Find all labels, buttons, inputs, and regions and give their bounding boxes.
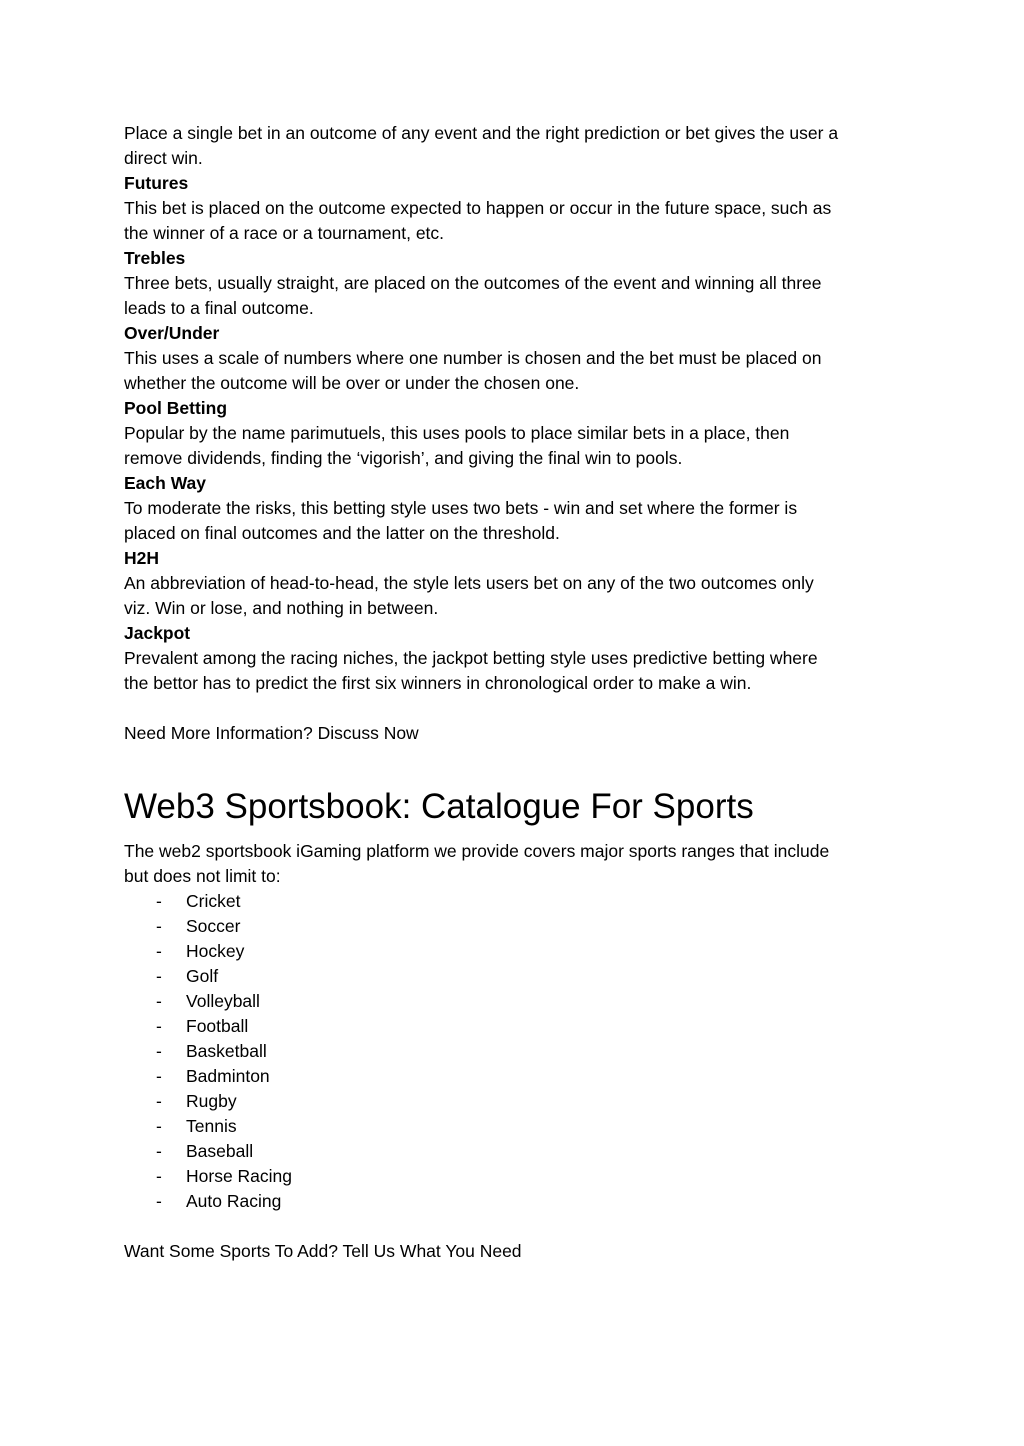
dash-bullet: - xyxy=(156,1016,162,1036)
list-item xyxy=(124,1089,904,1114)
list-item xyxy=(124,1189,904,1214)
jackpot-text-line: Prevalent among the racing niches, the jackpot betting style uses predictive betting where xyxy=(124,648,818,668)
list-item xyxy=(124,939,904,964)
sport-name: Soccer xyxy=(186,916,241,936)
h2h-text-line: viz. Win or lose, and nothing in between. xyxy=(124,598,439,618)
h2h-text-line: An abbreviation of head-to-head, the style lets users bet on any of the two outcomes only xyxy=(124,573,814,593)
catalogue-intro-line: The web2 sportsbook iGaming platform we provide covers major sports ranges that include xyxy=(124,841,830,861)
dash-bullet: - xyxy=(156,1166,162,1186)
list-item xyxy=(124,889,904,914)
sport-name: Cricket xyxy=(186,891,241,911)
pool-betting-text-line: remove dividends, finding the ‘vigorish’, and giving the final win to pools. xyxy=(124,448,683,468)
list-item xyxy=(124,914,904,939)
futures-text-line: This bet is placed on the outcome expected to happen or occur in the future space, such as xyxy=(124,198,832,218)
dash-bullet: - xyxy=(156,1066,162,1086)
each-way-text-line: placed on final outcomes and the latter on the threshold. xyxy=(124,523,560,543)
intro-text-line: direct win. xyxy=(124,148,203,168)
catalogue-heading: Web3 Sportsbook: Catalogue For Sports xyxy=(124,787,754,826)
dash-bullet: - xyxy=(156,1191,162,1211)
list-item xyxy=(124,1039,904,1064)
dash-bullet: - xyxy=(156,991,162,1011)
jackpot-text-line: the bettor has to predict the first six winners in chronological order to make a win. xyxy=(124,673,752,693)
dash-bullet: - xyxy=(156,1116,162,1136)
dash-bullet: - xyxy=(156,891,162,911)
trebles-text-line: leads to a final outcome. xyxy=(124,298,314,318)
discuss-now-cta[interactable]: Need More Information? Discuss Now xyxy=(124,723,419,743)
each-way-title: Each Way xyxy=(124,473,207,493)
over-under-text-line: This uses a scale of numbers where one number is chosen and the bet must be placed on xyxy=(124,348,822,368)
sport-name: Volleyball xyxy=(186,991,260,1011)
h2h-title: H2H xyxy=(124,548,160,568)
trebles-title: Trebles xyxy=(124,248,186,268)
futures-text-line: the winner of a race or a tournament, etc. xyxy=(124,223,445,243)
sport-name: Badminton xyxy=(186,1066,270,1086)
dash-bullet: - xyxy=(156,1141,162,1161)
pool-betting-title: Pool Betting xyxy=(124,398,228,418)
list-item xyxy=(124,1114,904,1139)
futures-title: Futures xyxy=(124,173,189,193)
dash-bullet: - xyxy=(156,1041,162,1061)
dash-bullet: - xyxy=(156,916,162,936)
sport-name: Basketball xyxy=(186,1041,267,1061)
sport-name: Horse Racing xyxy=(186,1166,293,1186)
sport-name: Golf xyxy=(186,966,219,986)
intro-text-line: Place a single bet in an outcome of any event and the right prediction or bet gives the user a xyxy=(124,123,839,143)
dash-bullet: - xyxy=(156,1091,162,1111)
paragraph-spacer xyxy=(124,696,904,721)
sports-list xyxy=(124,889,904,1214)
sport-name: Baseball xyxy=(186,1141,254,1161)
list-item xyxy=(124,1164,904,1189)
jackpot-title: Jackpot xyxy=(124,623,191,643)
dash-bullet: - xyxy=(156,966,162,986)
tell-us-cta[interactable]: Want Some Sports To Add? Tell Us What You Need xyxy=(124,1241,522,1261)
list-item xyxy=(124,1014,904,1039)
document-page xyxy=(124,121,904,1264)
each-way-text-line: To moderate the risks, this betting style uses two bets - win and set where the former is xyxy=(124,498,798,518)
list-item xyxy=(124,1139,904,1164)
sport-name: Rugby xyxy=(186,1091,237,1111)
sport-name: Hockey xyxy=(186,941,245,961)
list-item xyxy=(124,1064,904,1089)
trebles-text-line: Three bets, usually straight, are placed on the outcomes of the event and winning all three xyxy=(124,273,822,293)
sport-name: Football xyxy=(186,1016,249,1036)
sport-name: Tennis xyxy=(186,1116,237,1136)
over-under-title: Over/Under xyxy=(124,323,220,343)
list-item xyxy=(124,964,904,989)
list-item xyxy=(124,989,904,1014)
dash-bullet: - xyxy=(156,941,162,961)
catalogue-intro-line: but does not limit to: xyxy=(124,866,281,886)
paragraph-spacer xyxy=(124,746,904,771)
sport-name: Auto Racing xyxy=(186,1191,282,1211)
paragraph-spacer xyxy=(124,1214,904,1239)
over-under-text-line: whether the outcome will be over or under the chosen one. xyxy=(124,373,580,393)
pool-betting-text-line: Popular by the name parimutuels, this uses pools to place similar bets in a place, then xyxy=(124,423,790,443)
